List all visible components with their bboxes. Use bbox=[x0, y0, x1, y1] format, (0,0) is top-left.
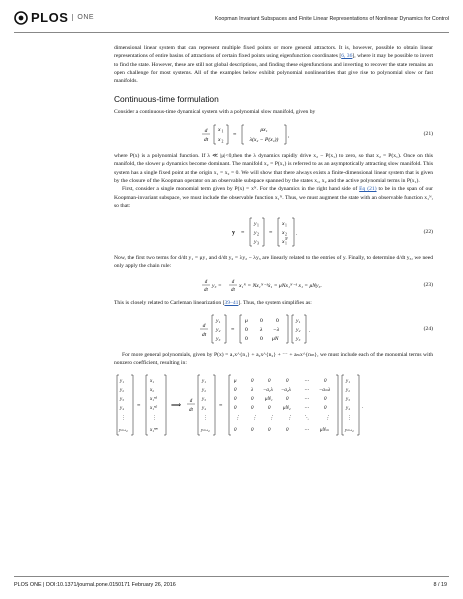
svg-text:⋯: ⋯ bbox=[304, 387, 309, 393]
svg-text:y₃: y₃ bbox=[120, 396, 124, 402]
svg-text:dt: dt bbox=[189, 407, 193, 413]
svg-text:0: 0 bbox=[268, 427, 271, 433]
svg-text:−a₂λ: −a₂λ bbox=[281, 387, 291, 393]
svg-text:y₃: y₃ bbox=[216, 336, 221, 343]
svg-text:⋯: ⋯ bbox=[304, 405, 309, 411]
svg-text:0: 0 bbox=[234, 387, 237, 393]
svg-text:y₃: y₃ bbox=[202, 396, 206, 402]
svg-text:⋮: ⋮ bbox=[235, 415, 240, 421]
svg-text:d: d bbox=[189, 398, 193, 404]
svg-text:⋮: ⋮ bbox=[269, 415, 274, 421]
running-title: Koopman Invariant Subspaces and Finite Linear Representations of Nonlinear Dynamics for Control bbox=[214, 16, 449, 22]
svg-text:dt: dt bbox=[203, 137, 209, 144]
svg-text:=: = bbox=[219, 402, 223, 409]
svg-text:⋱: ⋱ bbox=[304, 415, 309, 421]
svg-text:0: 0 bbox=[251, 405, 254, 411]
svg-text:=: = bbox=[233, 132, 237, 139]
svg-text:.: . bbox=[296, 231, 298, 238]
svg-text:yₘ₊₂: yₘ₊₂ bbox=[119, 426, 128, 432]
svg-text:x₁ⁿ¹: x₁ⁿ¹ bbox=[150, 396, 158, 402]
svg-text:x₂: x₂ bbox=[150, 387, 154, 393]
header-divider bbox=[14, 32, 449, 33]
svg-text:⋮: ⋮ bbox=[287, 415, 292, 421]
svg-text:y₁: y₁ bbox=[346, 378, 350, 384]
citation-link[interactable]: 6, 36 bbox=[341, 53, 353, 60]
equation-general bbox=[114, 373, 433, 437]
section-title: Continuous-time formulation bbox=[114, 94, 219, 105]
svg-text:0: 0 bbox=[234, 396, 237, 402]
svg-text:0: 0 bbox=[268, 405, 271, 411]
svg-text:⋮: ⋮ bbox=[121, 415, 126, 421]
equation-21 bbox=[114, 121, 433, 147]
equation-24 bbox=[114, 312, 433, 346]
svg-text:x₁ⁿ²: x₁ⁿ² bbox=[150, 405, 158, 411]
equation-number: (23) bbox=[423, 281, 433, 288]
svg-text:y₁: y₁ bbox=[120, 378, 124, 384]
svg-text:y₄: y₄ bbox=[346, 405, 350, 411]
page-header bbox=[0, 0, 463, 34]
svg-text:.: . bbox=[362, 403, 364, 410]
svg-text:y: y bbox=[232, 230, 235, 237]
svg-text:⋮: ⋮ bbox=[203, 415, 208, 421]
svg-text:⋯: ⋯ bbox=[304, 378, 309, 384]
svg-text:y₄: y₄ bbox=[202, 405, 206, 411]
svg-text:y₃ =: y₃ = bbox=[212, 282, 222, 289]
svg-text:dt: dt bbox=[201, 332, 207, 339]
svg-text:0: 0 bbox=[260, 318, 263, 325]
page-number: 8 / 19 bbox=[433, 582, 447, 588]
svg-text:0: 0 bbox=[286, 378, 289, 384]
svg-text:0: 0 bbox=[286, 427, 289, 433]
svg-text:d: d bbox=[231, 279, 235, 285]
paragraph-5: Now, the first two terms for d/dt y₁ = μy₁ and d/dt y₂ = λy₂ − λy₃ are linearly related to the entries of y. Finally, to determine d/dt y₃, we need only apply the chain rule: bbox=[114, 255, 433, 270]
svg-text:x: x bbox=[218, 137, 221, 144]
svg-text:x: x bbox=[282, 221, 285, 228]
equation-22 bbox=[114, 215, 433, 249]
svg-text:x₁: x₁ bbox=[150, 378, 154, 384]
svg-text:λ: λ bbox=[251, 387, 254, 393]
svg-text:2: 2 bbox=[257, 232, 259, 237]
article-body bbox=[114, 44, 433, 442]
svg-text:y₁: y₁ bbox=[202, 378, 206, 384]
footer-divider bbox=[14, 576, 449, 577]
footer-citation: PLOS ONE | DOI:10.1371/journal.pone.0150171 February 26, 2016 bbox=[14, 582, 176, 588]
svg-text:1: 1 bbox=[285, 223, 287, 228]
svg-text:0: 0 bbox=[324, 405, 327, 411]
svg-text:=: = bbox=[137, 402, 141, 409]
svg-text:⋮: ⋮ bbox=[252, 415, 257, 421]
svg-text:−a₁λ: −a₁λ bbox=[263, 387, 273, 393]
svg-text:y₂: y₂ bbox=[120, 387, 124, 393]
svg-text:=: = bbox=[241, 230, 245, 237]
svg-text:1: 1 bbox=[221, 129, 224, 134]
svg-text:=: = bbox=[231, 327, 235, 334]
svg-text:y₃: y₃ bbox=[346, 396, 350, 402]
svg-text:⋯: ⋯ bbox=[304, 396, 309, 402]
svg-text:μ: μ bbox=[234, 378, 237, 384]
svg-text:⋯: ⋯ bbox=[304, 427, 309, 433]
svg-text:y₂: y₂ bbox=[202, 387, 206, 393]
svg-text:x₁ⁿᵐ: x₁ⁿᵐ bbox=[150, 427, 158, 433]
svg-text:0: 0 bbox=[234, 427, 237, 433]
svg-text:−aₘλ: −aₘλ bbox=[319, 387, 331, 393]
svg-text:y: y bbox=[254, 230, 257, 237]
svg-text:y: y bbox=[254, 239, 257, 246]
svg-text:0: 0 bbox=[245, 327, 248, 334]
svg-text:0: 0 bbox=[234, 405, 237, 411]
paragraph-3: where P(x) is a polynomial function. If λ ≪ |μ|<0,then the λ dynamics rapidly drive x₂ − P(x₁) to zero, so that x₂ = P(x₁). Once on this manifold, the slower μ dynamics become dominant. The manifold x₂ = P(x₁) is referred to as an asymptotically attracting slow manifold. This system has a single fixed point at the origin x₁ = x₂ = 0. We will show that there always exists a finite-dimensional linear system that is given by the closure of the Koopman operator on an observable subspace spanned by the states x₁, x₂ and the active polynomial terms in P(x₁). bbox=[114, 153, 433, 184]
svg-text:0: 0 bbox=[324, 396, 327, 402]
svg-text:1: 1 bbox=[257, 223, 259, 228]
paragraph-1: dimensional linear system that can represent multiple fixed points or more general attractors. It is, however, possible to obtain linear representations of entire basins of attractions of certain fixed points using eigenfunction coordinates [6, 36], where it may be possible to invert to find the state. However, these are still not global descriptions, and finding these eigenfunctions and inverting to recover the state remains an open challenge for most systems. All of the examples below exhibit polynomial nonlinearities that give rise to polynomial slow or fast manifolds. bbox=[114, 45, 434, 85]
svg-text:0: 0 bbox=[286, 396, 289, 402]
svg-text:0: 0 bbox=[260, 336, 263, 343]
svg-text:1: 1 bbox=[285, 241, 287, 246]
svg-text:=: = bbox=[269, 230, 273, 237]
equation-number: (22) bbox=[423, 229, 433, 236]
equation-number: (21) bbox=[423, 130, 433, 137]
svg-text:y₂: y₂ bbox=[346, 387, 350, 393]
logo-text: PLOS bbox=[31, 10, 69, 25]
svg-text:⟹: ⟹ bbox=[171, 400, 182, 409]
svg-text:dt: dt bbox=[231, 287, 235, 293]
equation-number: (24) bbox=[423, 325, 433, 332]
svg-text:y₂: y₂ bbox=[216, 327, 221, 334]
equation-link[interactable]: Eq (21) bbox=[359, 186, 377, 193]
plos-logo-icon bbox=[14, 11, 28, 25]
svg-text:N: N bbox=[285, 237, 288, 242]
svg-text:μN₁: μN₁ bbox=[265, 396, 273, 402]
svg-text:λ(x₂ − P(x₁)): λ(x₂ − P(x₁)) bbox=[249, 137, 279, 144]
svg-text:yₘ₊₂: yₘ₊₂ bbox=[201, 426, 210, 432]
svg-text:x: x bbox=[282, 239, 285, 246]
svg-text:2: 2 bbox=[221, 139, 224, 144]
svg-text:y₁: y₁ bbox=[296, 318, 301, 325]
svg-text:μN: μN bbox=[272, 336, 279, 343]
svg-text:2: 2 bbox=[285, 232, 287, 237]
svg-text:0: 0 bbox=[251, 427, 254, 433]
svg-text:y₄: y₄ bbox=[120, 405, 124, 411]
svg-text:μNₘ: μNₘ bbox=[320, 427, 329, 433]
citation-link[interactable]: 39–41 bbox=[224, 299, 239, 306]
svg-text:−λ: −λ bbox=[273, 327, 280, 334]
svg-text:⋮: ⋮ bbox=[347, 415, 352, 421]
svg-text:.: . bbox=[309, 328, 311, 335]
svg-text:0: 0 bbox=[324, 378, 327, 384]
svg-text:y₃: y₃ bbox=[296, 336, 301, 343]
svg-text:y₂: y₂ bbox=[296, 327, 301, 334]
equation-23 bbox=[114, 276, 433, 294]
svg-text:0: 0 bbox=[245, 336, 248, 343]
svg-text:μx₁: μx₁ bbox=[260, 127, 268, 134]
svg-text:μN₂: μN₂ bbox=[283, 405, 291, 411]
svg-text:d: d bbox=[204, 279, 208, 285]
plos-logo bbox=[14, 10, 94, 25]
svg-text:⋮: ⋮ bbox=[152, 415, 157, 421]
svg-text:0: 0 bbox=[268, 378, 271, 384]
svg-text:yₘ₊₂: yₘ₊₂ bbox=[345, 426, 354, 432]
svg-text:dt: dt bbox=[204, 287, 208, 293]
svg-text:d: d bbox=[204, 128, 208, 135]
svg-text:x₁ᴺ = Nx₁ᴺ⁻¹ẋ₁ = μNx₁ᴺ⁻¹ x₁ =: x₁ᴺ = Nx₁ᴺ⁻¹ẋ₁ = μNx₁ᴺ⁻¹ x₁ = μNy₃. bbox=[239, 282, 322, 289]
svg-text:d: d bbox=[202, 323, 206, 330]
paragraph-4: First, consider a single monomial term given by P(x) = xᴺ. For the dynamics in the right hand side of Eq (21) to be in the span of our Koopman-invariant subspace, we must include the observable function x₁ᴺ. Thus, we must augment the state with an observable function x₁ᴺ, so that: bbox=[114, 186, 433, 209]
svg-text:0: 0 bbox=[276, 318, 279, 325]
svg-text:x: x bbox=[282, 230, 285, 237]
logo-sub: ONE bbox=[72, 14, 94, 21]
svg-text:0: 0 bbox=[251, 396, 254, 402]
svg-text:0: 0 bbox=[251, 378, 254, 384]
svg-text:,: , bbox=[288, 133, 290, 140]
svg-text:y₁: y₁ bbox=[216, 318, 221, 325]
svg-text:⋮: ⋮ bbox=[325, 415, 330, 421]
paragraph-6: This is closely related to Carleman linearization [39–41]. Thus, the system simplifies as: bbox=[114, 299, 312, 306]
svg-text:3: 3 bbox=[257, 241, 259, 246]
paragraph-2: Consider a continuous-time dynamical system with a polynomial slow manifold, given by bbox=[114, 108, 316, 115]
svg-text:μ: μ bbox=[245, 318, 248, 325]
svg-text:λ: λ bbox=[260, 327, 263, 334]
svg-text:x: x bbox=[218, 127, 221, 134]
svg-text:y: y bbox=[254, 221, 257, 228]
paragraph-7: For more general polynomials, given by P(x) = a₁x^{n₁} + a₂x^{n₂} + ⋯ + aₘx^{nₘ}, we must include each of the monomial terms with nonzero coefficient, resulting in: bbox=[114, 352, 433, 367]
